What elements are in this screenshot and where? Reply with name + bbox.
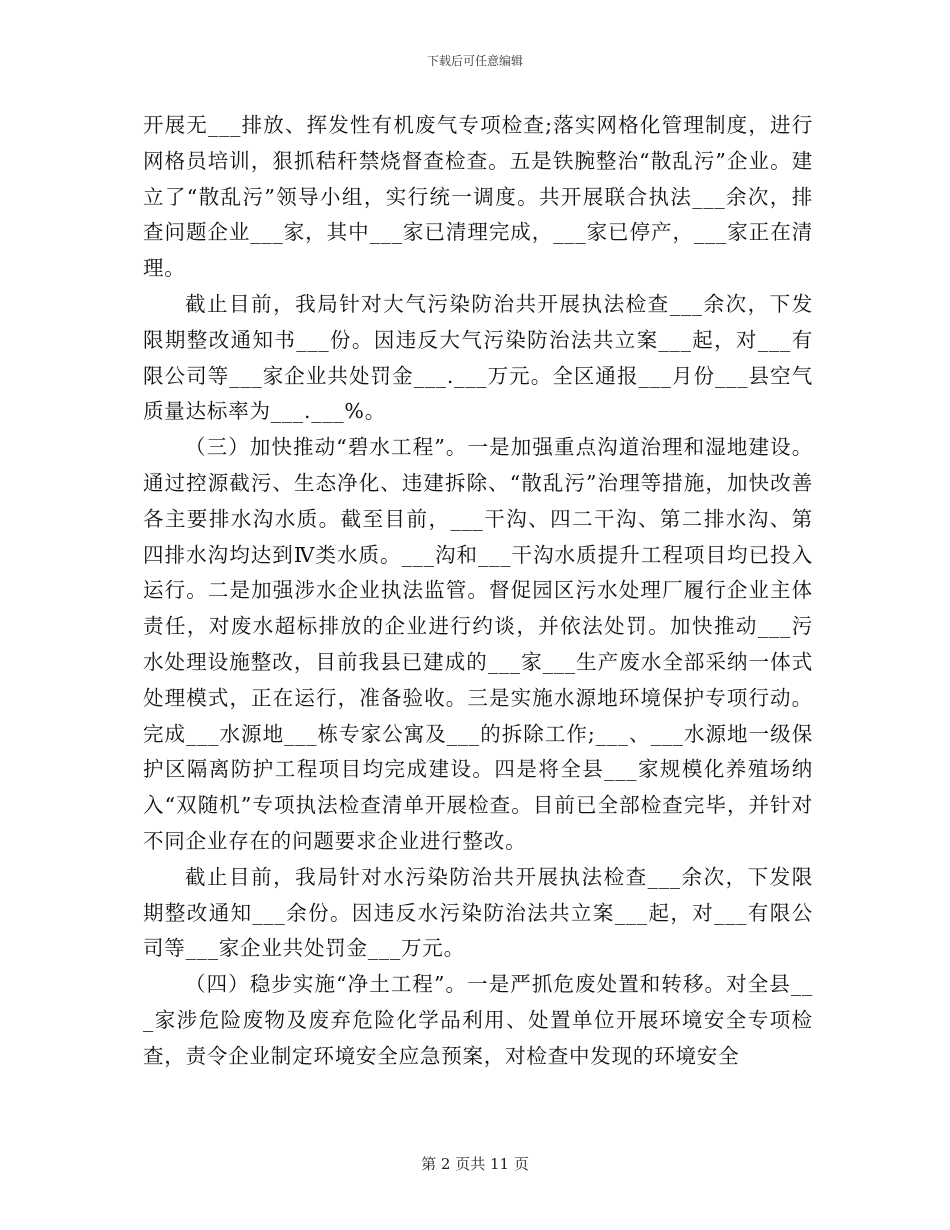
paragraph-4: 截止目前，我局针对水污染防治共开展执法检查___余次，下发限期整改通知___余份。因违反水污染防治法共立案___起，对___有限公司等___家企业共处罚金___万元。: [143, 864, 813, 961]
page-header: 下载后可任意编辑: [426, 54, 523, 68]
page-footer: 第 2 页共 11 页: [421, 1155, 529, 1173]
paragraph-1: 开展无___排放、挥发性有机废气专项检查;落实网格化管理制度，进行网格员培训，狠抓秸秆禁烧督查检查。五是铁腕整治“散乱污”企业。建立了“散乱污”领导小组，实行统一调度。共开展联合执法___余次，排查问题企业___家，其中___家已清理完成，___家已停产，___家正在清理。: [143, 113, 813, 281]
paragraph-5: （四）稳步实施“净土工程”。一是严抓危废处置和转移。对全县___家涉危险废物及废弃危险化学品利用、处置单位开展环境安全专项检查，责令企业制定环境安全应急预案，对检查中发现的环境安全: [143, 972, 813, 1068]
paragraph-2: 截止目前，我局针对大气污染防治共开展执法检查___余次，下发限期整改通知书___份。因违反大气污染防治法共立案___起，对___有限公司等___家企业共处罚金___.___万元。全区通报___月份___县空气质量达标率为___.___%。: [143, 291, 813, 424]
document-body: [143, 108, 813, 1075]
paragraph-3: （三）加快推动“碧水工程”。一是加强重点沟道治理和湿地建设。通过控源截污、生态净化、违建拆除、“散乱污”治理等措施，加快改善各主要排水沟水质。截至目前，___干沟、四二干沟、第二排水沟、第四排水沟均达到Ⅳ类水质。___沟和___干沟水质提升工程项目均已投入运行。二是加强涉水企业执法监管。督促园区污水处理厂履行企业主体责任，对废水超标排放的企业进行约谈，并依法处罚。加快推动___污水处理设施整改，目前我县已建成的___家___生产废水全部采纳一体式处理模式，正在运行，准备验收。三是实施水源地环境保护专项行动。完成___水源地___栋专家公寓及___的拆除工作;___、___水源地一级保护区隔离防护工程项目均完成建设。四是将全县___家规模化养殖场纳入“双随机”专项执法检查清单开展检查。目前已全部检查完毕，并针对不同企业存在的问题要求企业进行整改。: [143, 435, 813, 853]
